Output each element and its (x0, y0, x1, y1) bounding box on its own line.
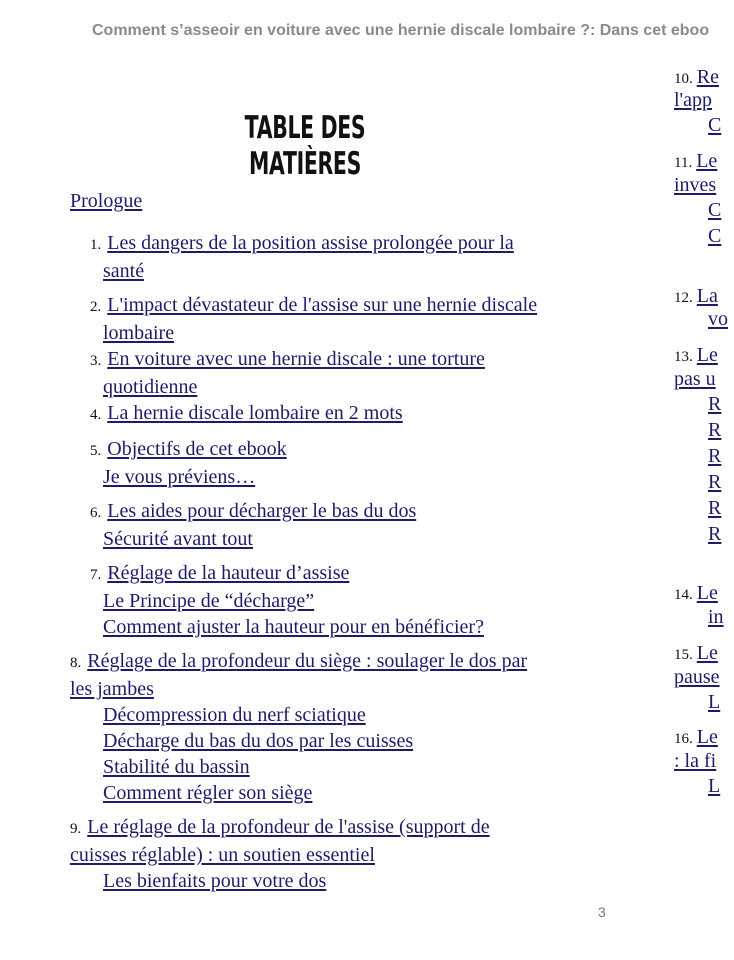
toc-entry-number: 8. (70, 655, 82, 671)
toc-right-line[interactable]: pas u (674, 368, 716, 390)
toc-link-chapter-3[interactable]: En voiture avec une hernie discale : une torture quotidienne (103, 348, 485, 398)
toc-right-line[interactable]: C (708, 114, 722, 136)
toc-right-line[interactable]: pause (674, 666, 720, 688)
toc-right-line[interactable]: C (708, 199, 722, 221)
toc-right-line[interactable]: L (708, 775, 721, 797)
toc-link-section-9-1[interactable]: Les bienfaits pour votre dos (103, 870, 327, 892)
toc-right-line[interactable]: 12. La (674, 285, 718, 307)
toc-entry-8 (70, 648, 540, 806)
page-number: 3 (598, 904, 606, 920)
toc-entry-1 (70, 230, 540, 284)
toc-link-chapter-7[interactable]: Réglage de la hauteur d’assise (107, 562, 350, 584)
toc-entry-6 (70, 498, 540, 552)
toc-right-line[interactable]: 16. Le (674, 726, 718, 748)
toc-right-line[interactable]: in (708, 606, 724, 628)
toc-right-line[interactable]: R (708, 393, 722, 415)
toc-link-section-6-1[interactable]: Sécurité avant tout (103, 528, 253, 550)
toc-right-line[interactable]: C (708, 225, 722, 247)
toc-entry-4 (70, 400, 540, 428)
toc-entry-5 (70, 436, 540, 490)
toc-link-section-7-2[interactable]: Comment ajuster la hauteur pour en bénéficier? (103, 616, 484, 638)
toc-right-line[interactable]: R (708, 419, 722, 441)
toc-right-line[interactable]: 11. Le (674, 150, 718, 172)
toc-link-section-5-1[interactable]: Je vous préviens… (103, 466, 256, 488)
toc-entry-7 (70, 560, 540, 640)
book-title-header: Comment s’asseoir en voiture avec une hernie discale lombaire ?: Dans cet eboo (92, 22, 710, 39)
toc-right-line[interactable]: inves (674, 174, 717, 196)
toc-right-line[interactable]: R (708, 445, 722, 467)
toc-right-line[interactable]: 15. Le (674, 642, 718, 664)
toc-entry-number: 6. (90, 505, 102, 521)
toc-link-prologue[interactable]: Prologue (70, 190, 143, 212)
toc-entry-number: 5. (90, 443, 102, 459)
toc-right-line[interactable]: 10. Re (674, 66, 719, 88)
toc-right-line[interactable]: R (708, 471, 722, 493)
toc-right-line[interactable]: 13. Le (674, 344, 718, 366)
toc-entry-9 (70, 814, 540, 894)
toc-link-chapter-1[interactable]: Les dangers de la position assise prolongée pour la santé (103, 232, 514, 282)
toc-link-section-7-1[interactable]: Le Principe de “décharge” (103, 590, 315, 612)
toc-link-chapter-9[interactable]: Le réglage de la profondeur de l'assise (support de cuisses réglable) : un soutien essentiel (70, 816, 490, 866)
toc-entry-number: 3. (90, 353, 102, 369)
toc-link-chapter-4[interactable]: La hernie discale lombaire en 2 mots (107, 402, 403, 424)
toc-entry-number: 1. (90, 237, 102, 253)
toc-link-section-8-3[interactable]: Stabilité du bassin (103, 756, 250, 778)
toc-entry-number: 7. (90, 567, 102, 583)
toc-heading: TABLE DES MATIÈRES (244, 110, 366, 182)
toc-entry-number: 4. (90, 407, 102, 423)
toc-link-section-8-2[interactable]: Décharge du bas du dos par les cuisses (103, 730, 414, 752)
toc-link-chapter-6[interactable]: Les aides pour décharger le bas du dos (107, 500, 417, 522)
toc-right-line[interactable]: vo (708, 308, 728, 330)
toc-main-column (70, 188, 540, 902)
toc-link-chapter-2[interactable]: L'impact dévastateur de l'assise sur une hernie discale lombaire (103, 294, 538, 344)
toc-entry-2 (70, 292, 540, 346)
toc-right-line[interactable]: R (708, 523, 722, 545)
toc-right-line[interactable]: : la fi (674, 750, 717, 772)
toc-right-line[interactable]: l'app (674, 89, 713, 111)
toc-right-line[interactable]: R (708, 497, 722, 519)
toc-link-chapter-8[interactable]: Réglage de la profondeur du siège : soulager le dos par les jambes (70, 650, 528, 700)
toc-link-chapter-5[interactable]: Objectifs de cet ebook (107, 438, 287, 460)
toc-entry-number: 9. (70, 821, 82, 837)
toc-entry-number: 2. (90, 299, 102, 315)
toc-link-section-8-1[interactable]: Décompression du nerf sciatique (103, 704, 366, 726)
toc-link-section-8-4[interactable]: Comment régler son siège (103, 782, 313, 804)
toc-entry-3 (70, 346, 540, 400)
toc-right-line[interactable]: 14. Le (674, 582, 718, 604)
toc-prologue (70, 188, 540, 214)
toc-right-line[interactable]: L (708, 691, 721, 713)
